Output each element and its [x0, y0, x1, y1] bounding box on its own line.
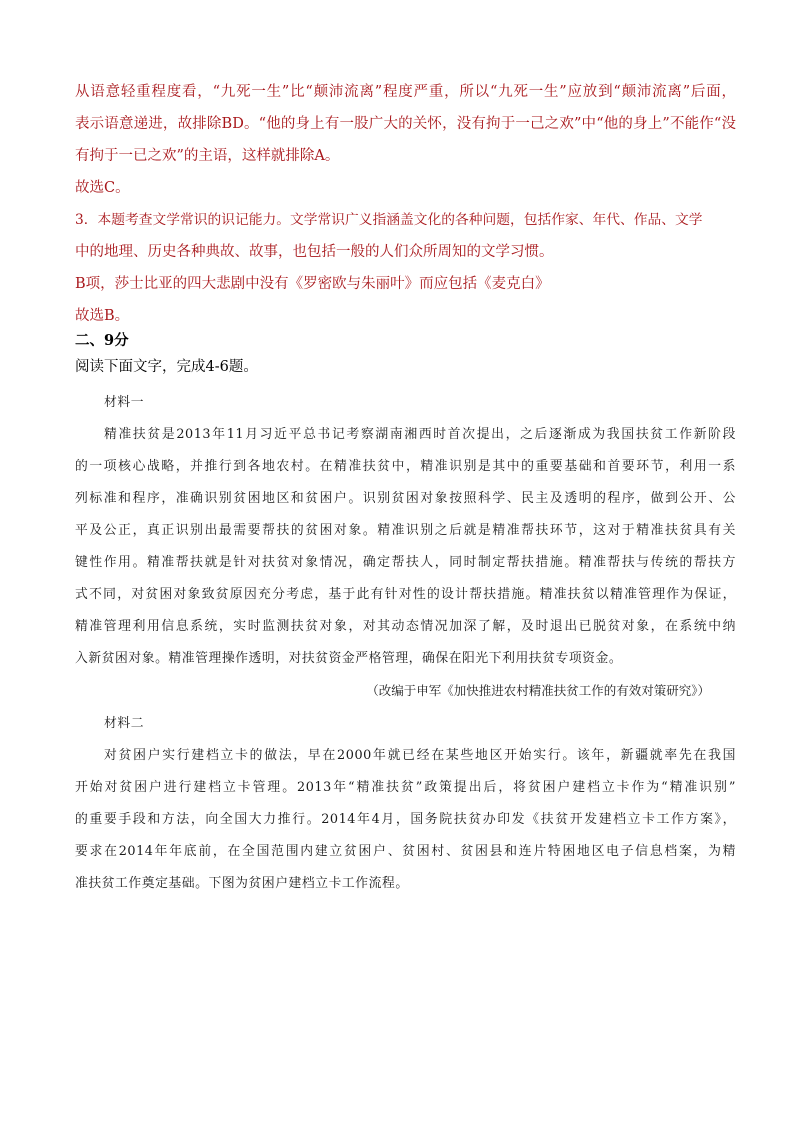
- answer-line: 中的地理、历史各种典故、故事，也包括一般的人们众所周知的文学习惯。: [75, 244, 554, 260]
- material-line: 列标准和程序，准确识别贫困地区和贫困户。识别贫困对象按照科学、民主及透明的程序，做到公开、公: [75, 491, 736, 506]
- answer-line: 有拘于一已之欢”的主语，这样就排除A。: [75, 148, 340, 164]
- section-instruction: 阅读下面文字，完成4-6题。: [75, 359, 258, 375]
- answer-choice: 故选B。: [75, 308, 130, 324]
- material-line: 对贫困户实行建档立卡的做法，早在2000年就已经在某些地区开始实行。该年，新疆就率先在我国: [104, 748, 736, 763]
- material-title: 材料一: [104, 395, 145, 410]
- material-title: 材料二: [104, 716, 145, 731]
- answer-line: 从语意轻重程度看，“九死一生”比“颠沛流离”程度严重，所以“九死一生”应放到“颠沛流离”后面，: [75, 84, 736, 100]
- material-line: 准扶贫工作奠定基础。下图为贫困户建档立卡工作流程。: [75, 876, 409, 891]
- material-line: 平及公正，真正识别出最需要帮扶的贫困对象。精准识别之后就是精准帮扶环节，这对于精准扶贫具有关: [75, 523, 736, 538]
- answer-line: 表示语意递进，故排除BD。“他的身上有一股广大的关怀，没有拘于一己之欢”中“他的身上”不能作“没: [75, 116, 736, 132]
- material-line: 的重要手段和方法，向全国大力推行。2014年4月，国务院扶贫办印发《扶贫开发建档立卡工作方案》，: [75, 812, 736, 827]
- material-line: 要求在2014年年底前，在全国范围内建立贫困户、贫困村、贫困县和连片特困地区电子信息档案，为精: [75, 844, 736, 859]
- answer-line: B项，莎士比亚的四大悲剧中没有《罗密欧与朱丽叶》而应包括《麦克白》: [75, 276, 550, 292]
- answer-line: 3．本题考查文学常识的识记能力。文学常识广义指涵盖文化的各种问题，包括作家、年代、作品、文学: [75, 212, 703, 228]
- material-source: （改编于申军《加快推进农村精准扶贫工作的有效对策研究》）: [366, 683, 710, 698]
- material-line: 键性作用。精准帮扶就是针对扶贫对象情况，确定帮扶人，同时制定帮扶措施。精准帮扶与传统的帮扶方: [75, 555, 736, 570]
- section-heading: 二、9分: [75, 332, 129, 349]
- answer-choice: 故选C。: [75, 180, 130, 196]
- material-line: 精准管理利用信息系统，实时监测扶贫对象，对其动态情况加深了解，及时退出已脱贫对象，在系统中纳: [75, 619, 736, 634]
- material-line: 的一项核心战略，并推行到各地农村。在精准扶贫中，精准识别是其中的重要基础和首要环节，利用一系: [75, 459, 736, 474]
- material-line: 精准扶贫是2013年11月习近平总书记考察湖南湘西时首次提出，之后逐渐成为我国扶贫工作新阶段: [104, 427, 736, 442]
- material-line: 开始对贫困户进行建档立卡管理。2013年“精准扶贫”政策提出后，将贫困户建档立卡作为“精准识别”: [75, 780, 736, 795]
- material-line: 式不同，对贫困对象致贫原因充分考虑，基于此有针对性的设计帮扶措施。精准扶贫以精准管理作为保证，: [75, 587, 736, 602]
- material-line: 入新贫困对象。精准管理操作透明，对扶贫资金严格管理，确保在阳光下利用扶贫专项资金。: [75, 651, 623, 666]
